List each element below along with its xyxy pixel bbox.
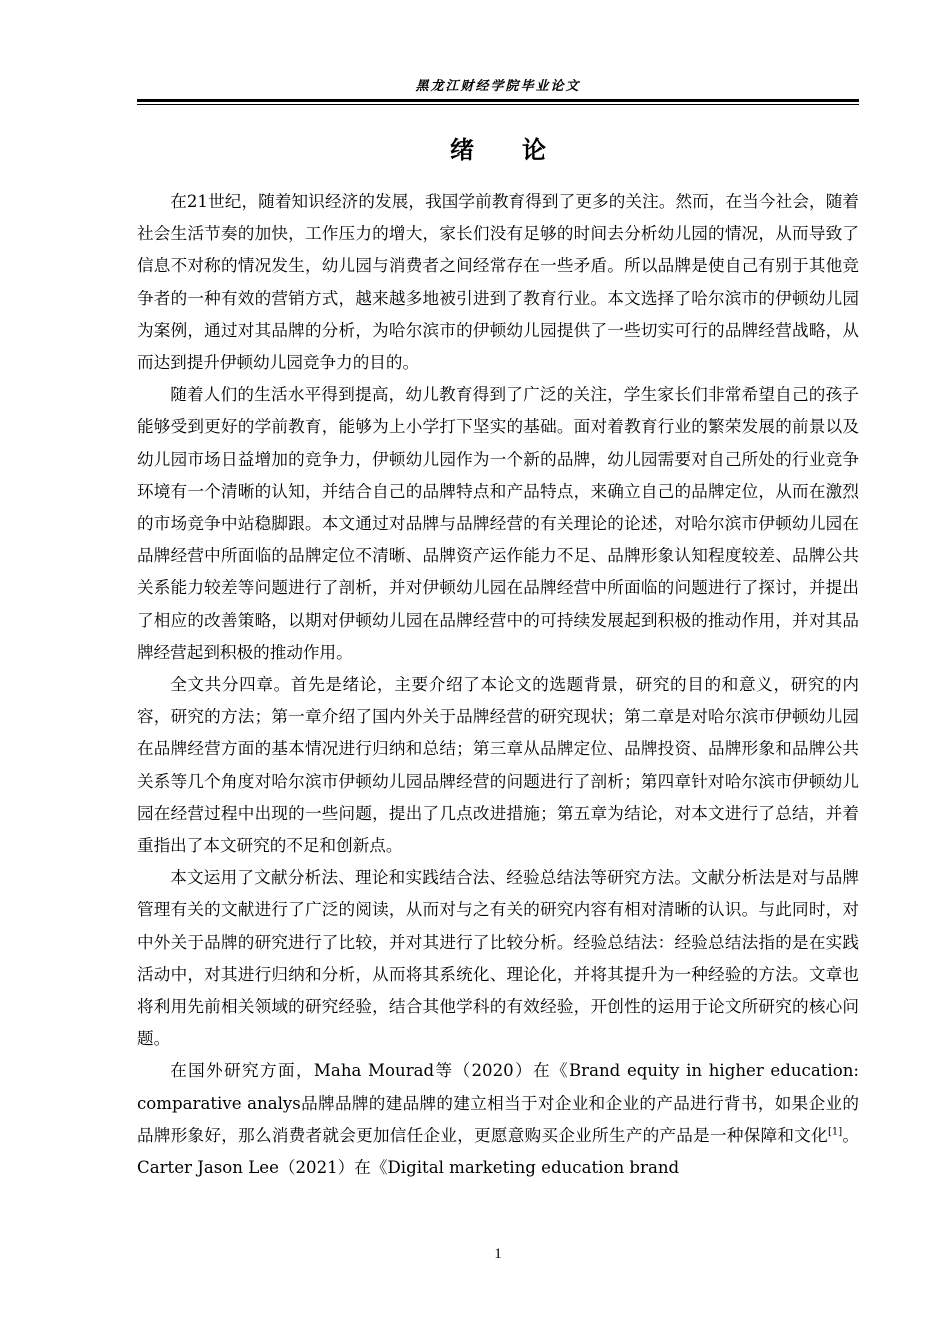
- paragraph-5-continuation: 。Carter Jason Lee（2021）在《Digital marketing education brand: [137, 1125, 860, 1178]
- citation-marker: [1]: [827, 1126, 843, 1138]
- paragraph-2: 随着人们的生活水平得到提高，幼儿教育得到了广泛的关注，学生家长们非常希望自己的孩子能够受到更好的学前教育，能够为上小学打下坚实的基础。面对着教育行业的繁荣发展的前景以及幼儿园市场日益增加的竞争力，伊顿幼儿园作为一个新的品牌，幼儿园需要对自己所处的行业竞争环境有一个清晰的认知，并结合自己的品牌特点和产品特点，来确立自己的品牌定位，从而在激烈的市场竞争中站稳脚跟。本文通过对品牌与品牌经营的有关理论的论述，对哈尔滨市伊顿幼儿园在品牌经营中所面临的品牌定位不清晰、品牌资产运作能力不足、品牌形象认知程度较差、品牌公共关系能力较差等问题进行了剖析，并对伊顿幼儿园在品牌经营中所面临的问题进行了探讨，并提出了相应的改善策略，以期对伊顿幼儿园在品牌经营中的可持续发展起到积极的推动作用，并对其品牌经营起到积极的推动作用。: [137, 385, 859, 662]
- paragraph-5: [137, 1055, 859, 1184]
- chapter-title-char-2: 论: [522, 136, 546, 164]
- body-text: [137, 186, 859, 1184]
- page-number: 1: [494, 1246, 502, 1262]
- running-header: 黑龙江财经学院毕业论文: [415, 79, 581, 94]
- header-rule-thin: [137, 104, 859, 105]
- paragraph-1: 在21世纪，随着知识经济的发展，我国学前教育得到了更多的关注。然而，在当今社会，随着社会生活节奏的加快，工作压力的增大，家长们没有足够的时间去分析幼儿园的情况，从而导致了信息不对称的情况发生，幼儿园与消费者之间经常存在一些矛盾。所以品牌是使自己有别于其他竞争者的一种有效的营销方式，越来越多地被引进到了教育行业。本文选择了哈尔滨市的伊顿幼儿园为案例，通过对其品牌的分析，为哈尔滨市的伊顿幼儿园提供了一些切实可行的品牌经营战略，从而达到提升伊顿幼儿园竞争力的目的。: [137, 192, 859, 373]
- paragraph-5-text: 在国外研究方面，Maha Mourad等（2020）在《Brand equity in higher education: comparative analys品牌品牌的建品牌的建立相当于对企业和企业的产品进行背书，如果企业的品牌形象好，那么消费者就会更加信任企业，更愿意购买企业所生产的产品是一种保障和文化: [137, 1061, 859, 1145]
- header-rule-thick: [137, 99, 859, 102]
- paragraph-4: 本文运用了文献分析法、理论和实践结合法、经验总结法等研究方法。文献分析法是对与品牌管理有关的文献进行了广泛的阅读，从而对与之有关的研究内容有相对清晰的认识。与此同时，对中外关于品牌的研究进行了比较，并对其进行了比较分析。经验总结法：经验总结法指的是在实践活动中，对其进行归纳和分析，从而将其系统化、理论化，并将其提升为一种经验的方法。文章也将利用先前相关领域的研究经验，结合其他学科的有效经验，开创性的运用于论文所研究的核心问题。: [137, 868, 859, 1049]
- chapter-title: [137, 133, 859, 167]
- chapter-title-char-1: 绪: [450, 136, 474, 164]
- paragraph-3: 全文共分四章。首先是绪论，主要介绍了本论文的选题背景，研究的目的和意义，研究的内容，研究的方法；第一章介绍了国内外关于品牌经营的研究现状；第二章是对哈尔滨市伊顿幼儿园在品牌经营方面的基本情况进行归纳和总结；第三章从品牌定位、品牌投资、品牌形象和品牌公共关系等几个角度对哈尔滨市伊顿幼儿园品牌经营的问题进行了剖析；第四章针对哈尔滨市伊顿幼儿园在经营过程中出现的一些问题，提出了几点改进措施；第五章为结论，对本文进行了总结，并着重指出了本文研究的不足和创新点。: [137, 675, 859, 856]
